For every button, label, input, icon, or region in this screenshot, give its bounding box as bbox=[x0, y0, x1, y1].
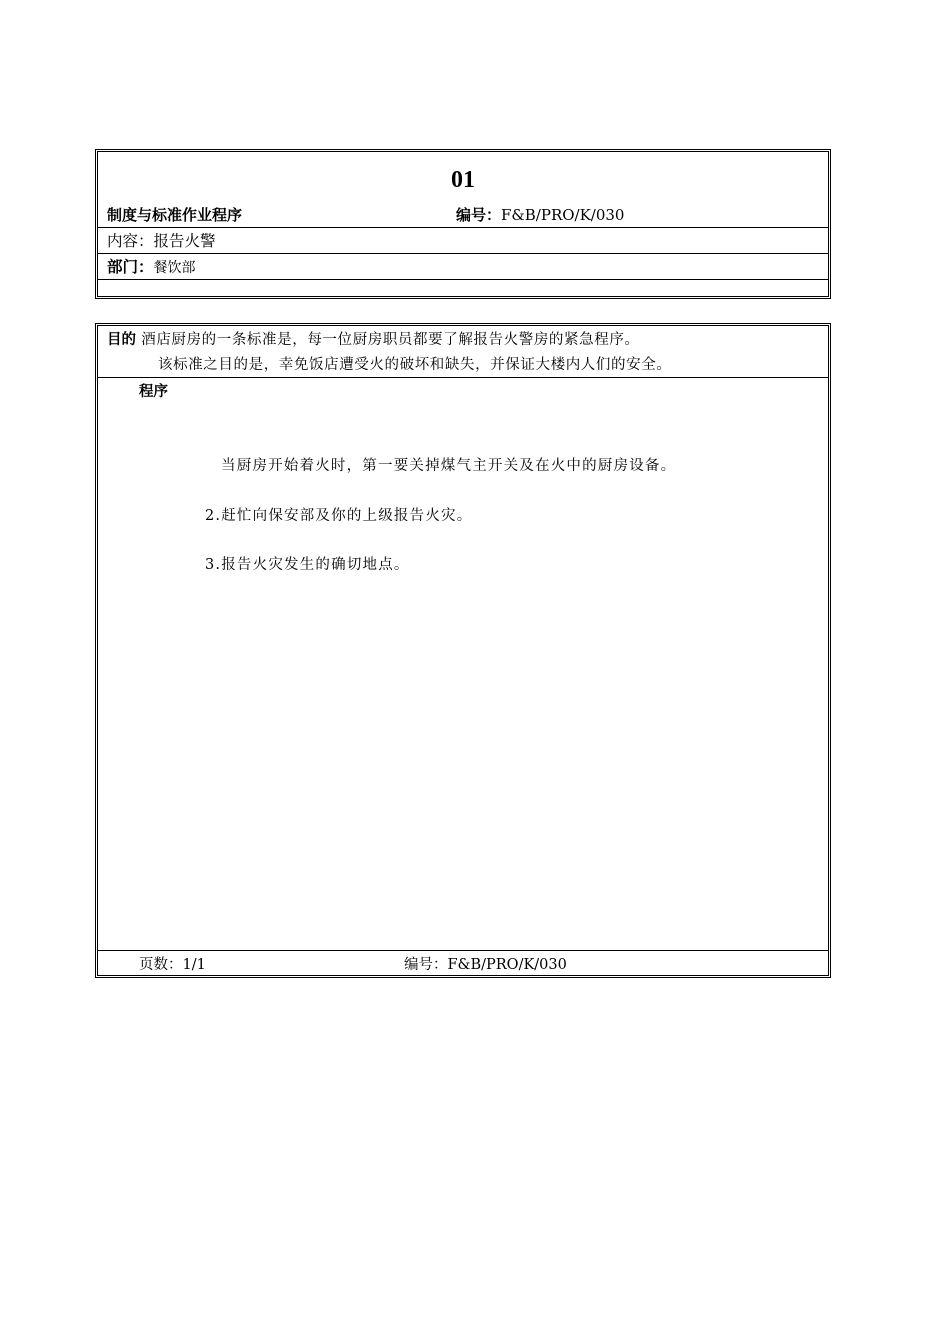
doc-code-value: F&B/PRO/K/030 bbox=[501, 206, 625, 224]
footer-page bbox=[139, 956, 206, 974]
divider bbox=[98, 950, 828, 951]
dept-value: 餐饮部 bbox=[153, 260, 196, 276]
purpose-label: 目的 bbox=[107, 332, 136, 348]
content-row bbox=[107, 232, 216, 250]
footer-code-value: F&B/PRO/K/030 bbox=[447, 957, 567, 973]
divider bbox=[98, 279, 828, 280]
purpose-text-1: 酒店厨房的一条标准是，每一位厨房职员都要了解报告火警房的紧急程序。 bbox=[141, 332, 640, 348]
footer-code-label: 编号： bbox=[404, 957, 448, 973]
procedure-step-3: 3.报告火灾发生的确切地点。 bbox=[205, 557, 410, 573]
purpose-text-2: 该标准之目的是，幸免饭店遭受火的破坏和缺失，并保证大楼内人们的安全。 bbox=[158, 357, 672, 373]
footer-page-label: 页数： bbox=[139, 957, 183, 973]
divider bbox=[98, 377, 828, 378]
header-table bbox=[95, 149, 831, 299]
procedure-step-2: 2.赶忙向保安部及你的上级报告火灾。 bbox=[205, 508, 473, 524]
doc-title: 制度与标准作业程序 bbox=[107, 206, 243, 224]
purpose-line-1 bbox=[107, 331, 640, 349]
footer-page-value: 1/1 bbox=[182, 957, 206, 973]
procedure-step-1: 当厨房开始着火时，第一要关掉煤气主开关及在火中的厨房设备。 bbox=[221, 458, 677, 474]
content-label: 内容： bbox=[107, 232, 154, 250]
doc-number: 01 bbox=[451, 167, 475, 193]
divider bbox=[98, 227, 828, 228]
divider bbox=[98, 253, 828, 254]
dept-label: 部门： bbox=[107, 258, 154, 276]
doc-code bbox=[456, 206, 624, 224]
procedure-heading: 程序 bbox=[139, 384, 168, 400]
doc-code-label: 编号： bbox=[456, 206, 502, 224]
footer-code bbox=[404, 956, 567, 974]
procedure-table bbox=[95, 323, 831, 978]
dept-row bbox=[107, 258, 196, 277]
content-value: 报告火警 bbox=[153, 232, 216, 250]
